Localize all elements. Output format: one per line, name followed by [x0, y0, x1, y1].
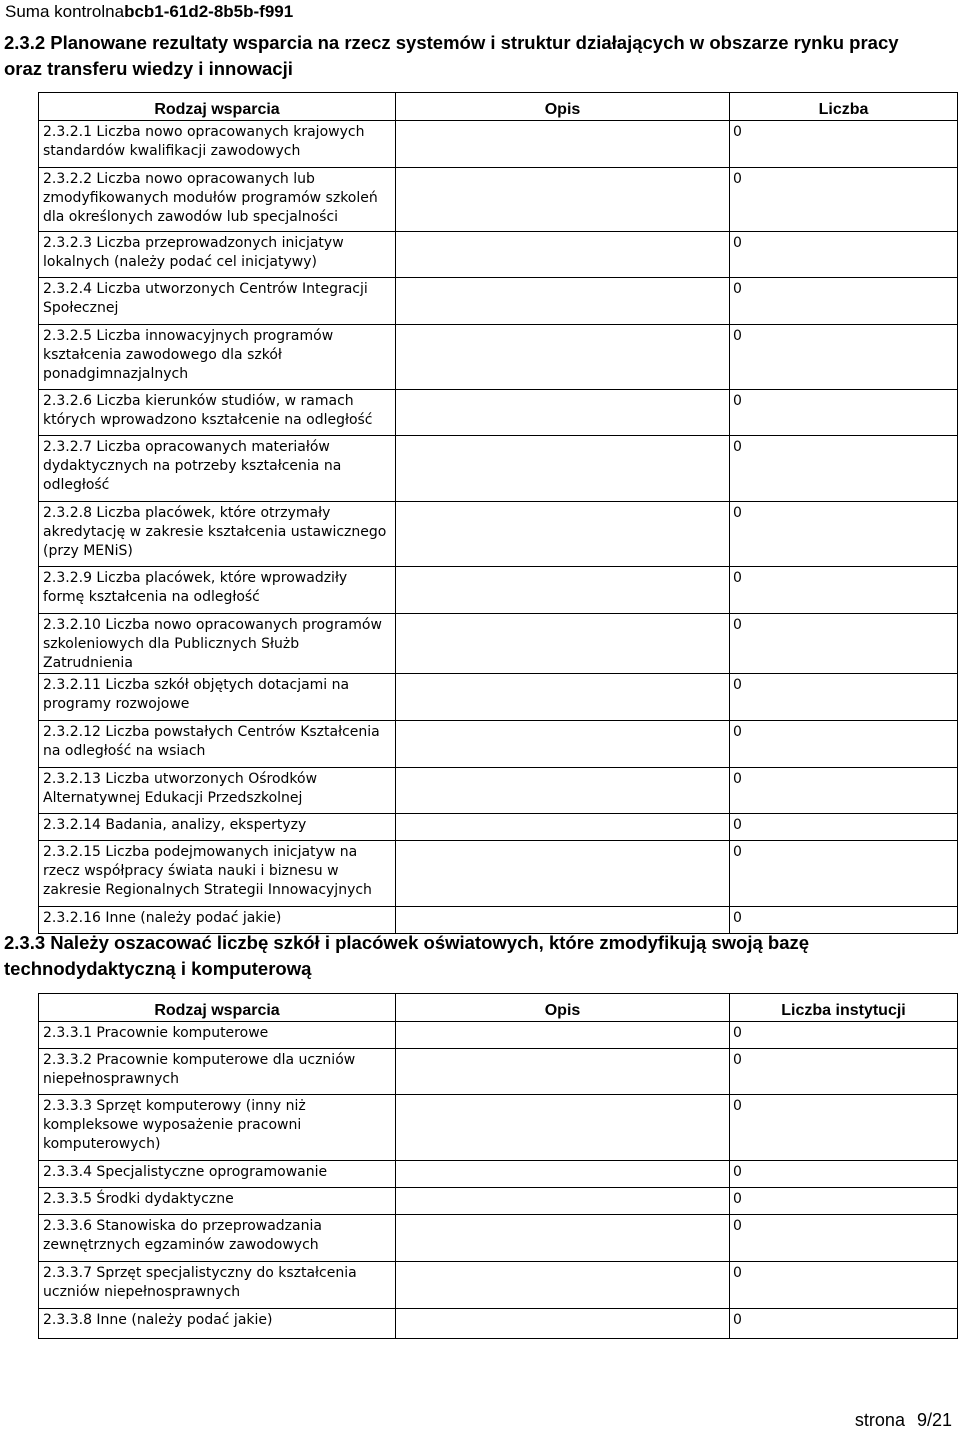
section-heading-2-3-2: 2.3.2 Planowane rezultaty wsparcia na rzecz systemów i struktur działających w obszarze rynku pracy oraz transferu wiedzy i innowacji: [4, 32, 899, 79]
row-label: 2.3.2.14 Badania, analizy, ekspertyzy: [39, 814, 396, 841]
row-description-field[interactable]: [396, 1215, 730, 1262]
table-row: [39, 1022, 958, 1049]
column-header-type: Rodzaj wsparcia: [39, 994, 396, 1022]
table-row: [39, 841, 958, 907]
results-table-body: [39, 121, 958, 934]
row-label: 2.3.2.12 Liczba powstałych Centrów Kształcenia na odległość na wsiach: [39, 721, 396, 768]
table-row: [39, 168, 958, 232]
checksum-line: [5, 2, 293, 22]
row-value: 0: [730, 614, 958, 674]
table-row: [39, 325, 958, 390]
row-description-field[interactable]: [396, 1188, 730, 1215]
row-description-field[interactable]: [396, 567, 730, 614]
row-label: 2.3.2.15 Liczba podejmowanych inicjatyw na rzecz współpracy świata nauki i biznesu w zakresie Regionalnych Strategii Innowacyjnych: [39, 841, 396, 907]
row-label: 2.3.2.16 Inne (należy podać jakie): [39, 907, 396, 934]
row-label: 2.3.2.10 Liczba nowo opracowanych programów szkoleniowych dla Publicznych Służb Zatrudnienia: [39, 614, 396, 674]
row-value: 0: [730, 436, 958, 502]
table-row: [39, 1049, 958, 1095]
row-description-field[interactable]: [396, 1049, 730, 1095]
row-value: 0: [730, 1188, 958, 1215]
row-value: 0: [730, 674, 958, 721]
column-header-count: Liczba: [730, 93, 958, 121]
row-description-field[interactable]: [396, 1095, 730, 1161]
table-row: [39, 1095, 958, 1161]
row-label: 2.3.2.13 Liczba utworzonych Ośrodków Alternatywnej Edukacji Przedszkolnej: [39, 768, 396, 814]
institutions-table: [38, 993, 958, 1339]
table-row: [39, 567, 958, 614]
row-value: 0: [730, 390, 958, 436]
row-label: 2.3.2.5 Liczba innowacyjnych programów kształcenia zawodowego dla szkół ponadgimnazjalnych: [39, 325, 396, 390]
row-value: 0: [730, 841, 958, 907]
row-value: 0: [730, 907, 958, 934]
row-label: 2.3.2.9 Liczba placówek, które wprowadziły formę kształcenia na odległość: [39, 567, 396, 614]
table-row: [39, 1215, 958, 1262]
row-description-field[interactable]: [396, 721, 730, 768]
table-row: [39, 121, 958, 168]
row-label: 2.3.2.8 Liczba placówek, które otrzymały akredytację w zakresie kształcenia ustawicznego (przy MENiS): [39, 502, 396, 567]
row-value: 0: [730, 567, 958, 614]
row-label: 2.3.3.1 Pracownie komputerowe: [39, 1022, 396, 1049]
row-value: 0: [730, 1215, 958, 1262]
row-label: 2.3.2.1 Liczba nowo opracowanych krajowych standardów kwalifikacji zawodowych: [39, 121, 396, 168]
row-value: 0: [730, 121, 958, 168]
row-label: 2.3.3.8 Inne (należy podać jakie): [39, 1309, 396, 1339]
column-header-description: Opis: [396, 93, 730, 121]
table-row: [39, 1161, 958, 1188]
row-value: 0: [730, 1309, 958, 1339]
row-description-field[interactable]: [396, 841, 730, 907]
table-row: [39, 814, 958, 841]
page-number: 9/21: [916, 1410, 952, 1430]
table-row: [39, 232, 958, 278]
checksum-value: bcb1-61d2-8b5b-f991: [124, 2, 294, 21]
row-label: 2.3.2.11 Liczba szkół objętych dotacjami na programy rozwojowe: [39, 674, 396, 721]
results-table: [38, 92, 958, 934]
row-description-field[interactable]: [396, 232, 730, 278]
row-description-field[interactable]: [396, 121, 730, 168]
row-description-field[interactable]: [396, 674, 730, 721]
row-value: 0: [730, 232, 958, 278]
row-value: 0: [730, 1049, 958, 1095]
row-value: 0: [730, 768, 958, 814]
row-label: 2.3.2.2 Liczba nowo opracowanych lub zmodyfikowanych modułów programów szkoleń dla określonych zawodów lub specjalności: [39, 168, 396, 232]
row-value: 0: [730, 1095, 958, 1161]
row-label: 2.3.3.7 Sprzęt specjalistyczny do kształcenia uczniów niepełnosprawnych: [39, 1262, 396, 1309]
page-footer: [855, 1410, 952, 1431]
row-value: 0: [730, 168, 958, 232]
row-label: 2.3.3.3 Sprzęt komputerowy (inny niż kompleksowe wyposażenie pracowni komputerowych): [39, 1095, 396, 1161]
table-row: [39, 502, 958, 567]
table-row: [39, 1309, 958, 1339]
row-label: 2.3.3.6 Stanowiska do przeprowadzania zewnętrznych egzaminów zawodowych: [39, 1215, 396, 1262]
row-value: 0: [730, 1022, 958, 1049]
row-description-field[interactable]: [396, 1309, 730, 1339]
page-label: strona: [854, 1410, 905, 1430]
table-row: [39, 278, 958, 325]
row-description-field[interactable]: [396, 1161, 730, 1188]
table-header-row: [39, 93, 958, 121]
row-description-field[interactable]: [396, 278, 730, 325]
column-header-type: Rodzaj wsparcia: [39, 93, 396, 121]
row-label: 2.3.2.7 Liczba opracowanych materiałów dydaktycznych na potrzeby kształcenia na odległość: [39, 436, 396, 502]
row-description-field[interactable]: [396, 1022, 730, 1049]
table-row: [39, 674, 958, 721]
row-description-field[interactable]: [396, 502, 730, 567]
row-label: 2.3.3.5 Środki dydaktyczne: [39, 1188, 396, 1215]
row-label: 2.3.3.4 Specjalistyczne oprogramowanie: [39, 1161, 396, 1188]
row-description-field[interactable]: [396, 1262, 730, 1309]
table-header-row: [39, 994, 958, 1022]
row-value: 0: [730, 814, 958, 841]
row-description-field[interactable]: [396, 814, 730, 841]
row-label: 2.3.2.4 Liczba utworzonych Centrów Integracji Społecznej: [39, 278, 396, 325]
row-description-field[interactable]: [396, 614, 730, 674]
checksum-label: Suma kontrolna: [5, 2, 125, 21]
row-description-field[interactable]: [396, 436, 730, 502]
row-label: 2.3.3.2 Pracownie komputerowe dla uczniów niepełnosprawnych: [39, 1049, 396, 1095]
table-row: [39, 721, 958, 768]
row-label: 2.3.2.3 Liczba przeprowadzonych inicjatyw lokalnych (należy podać cel inicjatywy): [39, 232, 396, 278]
row-description-field[interactable]: [396, 168, 730, 232]
row-value: 0: [730, 1161, 958, 1188]
row-description-field[interactable]: [396, 325, 730, 390]
row-description-field[interactable]: [396, 768, 730, 814]
institutions-table-body: [39, 1022, 958, 1339]
table-row: [39, 614, 958, 674]
row-label: 2.3.2.6 Liczba kierunków studiów, w ramach których wprowadzono kształcenie na odległość: [39, 390, 396, 436]
column-header-institution-count: Liczba instytucji: [730, 994, 958, 1022]
row-value: 0: [730, 325, 958, 390]
table-row: [39, 436, 958, 502]
row-value: 0: [730, 1262, 958, 1309]
table-row: [39, 390, 958, 436]
section-heading-2-3-3: 2.3.3 Należy oszacować liczbę szkół i placówek oświatowych, które zmodyfikują swoją bazę technodydaktyczną i komputerową: [4, 932, 810, 979]
row-value: 0: [730, 721, 958, 768]
table-row: [39, 768, 958, 814]
row-description-field[interactable]: [396, 390, 730, 436]
column-header-description: Opis: [396, 994, 730, 1022]
row-value: 0: [730, 278, 958, 325]
table-row: [39, 1262, 958, 1309]
table-row: [39, 1188, 958, 1215]
row-value: 0: [730, 502, 958, 567]
